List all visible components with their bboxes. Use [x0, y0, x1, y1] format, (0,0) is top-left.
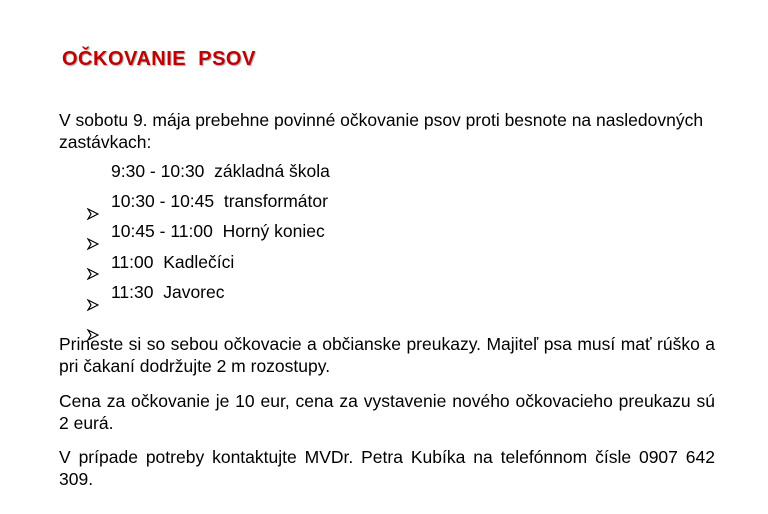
- stop-text: 11:00 Kadlečíci: [111, 251, 235, 272]
- stop-text: 10:45 - 11:00 Horný koniec: [111, 221, 325, 242]
- page-title: OČKOVANIE PSOV: [62, 48, 256, 70]
- list-item: [87, 160, 330, 190]
- stop-text: 9:30 - 10:30 základná škola: [111, 161, 330, 181]
- contact-paragraph: V prípade potreby kontaktujte MVDr. Petra Kubíka na telefónnom čísle 0907 642 309.: [59, 447, 715, 489]
- intro-paragraph: V sobotu 9. mája prebehne povinné očkovanie psov proti besnote na nasledovných zastávkach:: [59, 110, 704, 152]
- stops-list: [87, 160, 330, 311]
- stop-text: 11:30 Javorec: [111, 281, 225, 302]
- items-paragraph: Prineste si so sebou očkovacie a občianske preukazy. Majiteľ psa musí mať rúško a pri čakaní dodržujte 2 m rozostupy.: [59, 334, 715, 376]
- price-paragraph: Cena za očkovanie je 10 eur, cena za vystavenie nového očkovacieho preukazu sú 2 eurá.: [59, 391, 715, 433]
- stop-text: 10:30 - 10:45 transformátor: [111, 191, 328, 212]
